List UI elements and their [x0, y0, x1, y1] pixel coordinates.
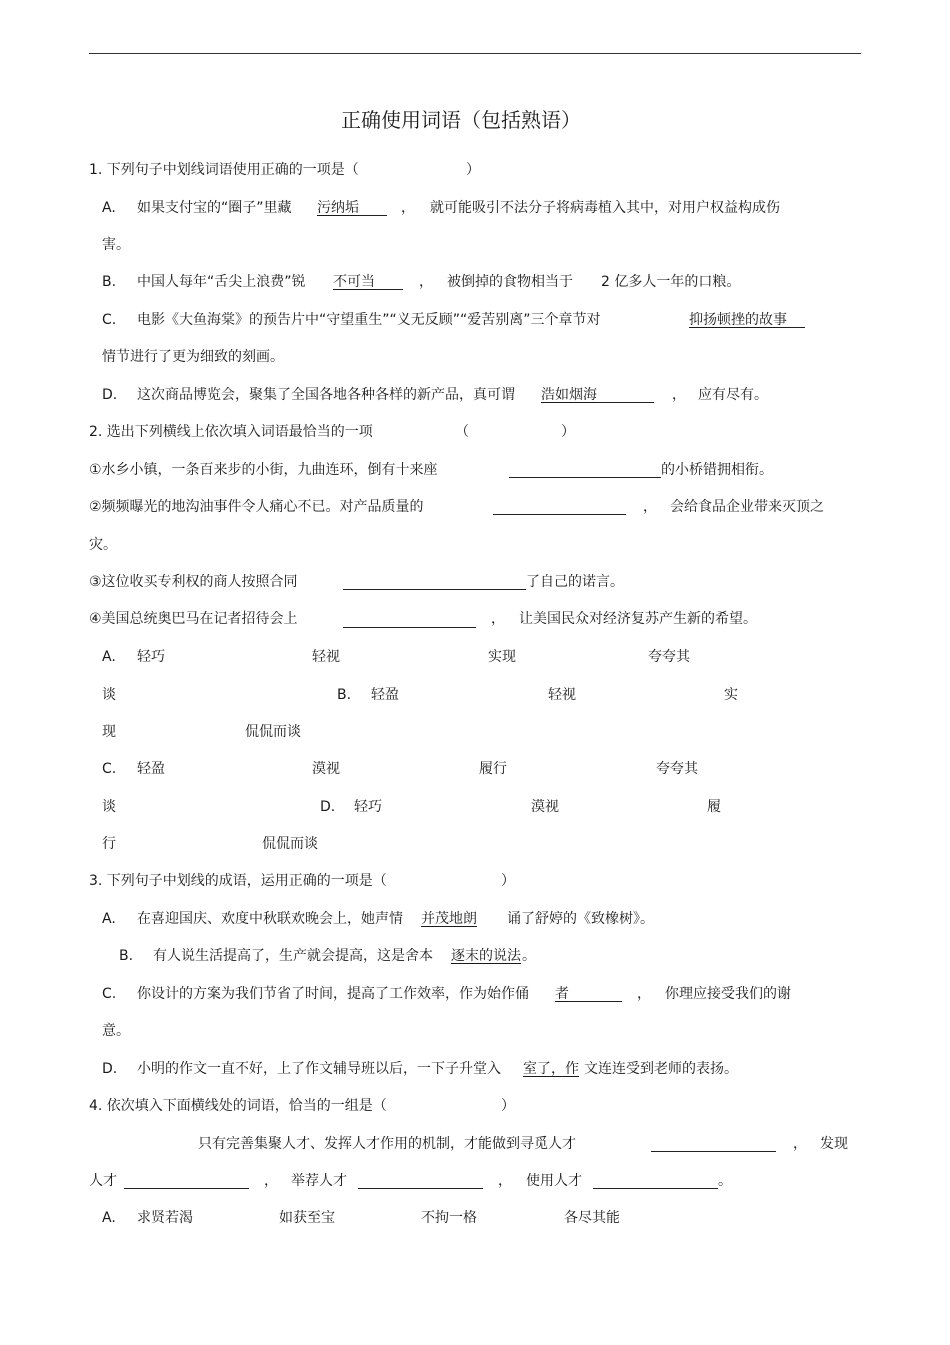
q1-option-b-comma: ， [419, 274, 433, 290]
q2-blank-2 [493, 514, 626, 515]
q4-comma-2: ， [264, 1173, 278, 1189]
q4-stem: 4. 依次填入下面横线处的词语，恰当的一组是（ [89, 1098, 387, 1114]
q4-passage-end: 。 [718, 1173, 732, 1189]
page-title: 正确使用词语（包括熟语） [341, 108, 581, 132]
q4-blank-2 [124, 1188, 249, 1189]
q1-option-d-line [597, 402, 654, 403]
q1-option-c-line [777, 327, 805, 328]
q4-passage-mid-3: 使用人才 [526, 1173, 582, 1189]
q3-option-d-label: D. [102, 1061, 118, 1077]
q1-option-d-underlined: 浩如烟海 [541, 387, 597, 403]
q4-option-a-label: A. [102, 1210, 116, 1226]
q4-option-a-word-3: 不拘一格 [421, 1210, 477, 1226]
q2-option-a-word-1: 轻巧 [137, 649, 165, 665]
q3-option-c-comma: ， [637, 986, 651, 1002]
q4-option-a-word-2: 如获至宝 [279, 1210, 335, 1226]
q3-option-a-underlined: 并茂地朗 [421, 911, 477, 927]
q4-blank-4 [593, 1188, 718, 1189]
q2-sentence-4-comma: ， [491, 611, 505, 627]
q2-sentence-2: ②频频曝光的地沟油事件令人痛心不已。对产品质量的 [89, 499, 424, 515]
q2-sentence-2-post: 会给食品企业带来灭顶之 [670, 499, 824, 515]
header-rule [89, 53, 861, 54]
q2-option-c-word-1: 轻盈 [137, 761, 165, 777]
q3-option-a-label: A. [102, 911, 116, 927]
q3-option-d-post: 文连连受到老师的表扬。 [584, 1061, 738, 1077]
q2-option-c-word-3: 履行 [479, 761, 507, 777]
q2-stem: 2. 选出下列横线上依次填入词语最恰当的一项 [89, 424, 373, 440]
q2-sentence-2-comma: ， [643, 499, 657, 515]
q2-option-a-word-3: 实现 [488, 649, 516, 665]
q1-option-b-num: 2 亿多人一年的口粮。 [601, 274, 741, 290]
q2-blank-3 [343, 589, 526, 590]
q2-option-d-word-4: 侃侃而谈 [262, 836, 318, 852]
q3-option-d-text: 小明的作文一直不好，上了作文辅导班以后，一下子升堂入 [137, 1061, 501, 1077]
q2-option-a-word-2: 轻视 [312, 649, 340, 665]
q2-sentence-1-post: 的小桥错拥相衔。 [661, 462, 773, 478]
q4-comma-3: ， [498, 1173, 512, 1189]
q2-paren-close: ） [561, 424, 575, 440]
q2-option-d-word-3-cont: 行 [102, 836, 116, 852]
q2-option-d-word-3: 履 [707, 799, 721, 815]
q4-stem-close: ） [501, 1098, 515, 1114]
q1-option-a-underlined: 污纳垢 [317, 200, 359, 216]
q2-option-d-word-1: 轻巧 [354, 799, 382, 815]
q2-option-b-word-4: 侃侃而谈 [245, 724, 301, 740]
q2-option-c-word-4-cont: 谈 [102, 799, 116, 815]
q2-sentence-3: ③这位收买专利权的商人按照合同 [89, 574, 298, 590]
q2-sentence-4-post: 让美国民众对经济复苏产生新的希望。 [519, 611, 757, 627]
q2-paren-open: （ [455, 424, 469, 440]
q1-option-a-post: 就可能吸引不法分子将病毒植入其中，对用户权益构成伤 [430, 200, 780, 216]
q3-option-c-label: C. [102, 986, 117, 1002]
q1-option-a-line [359, 215, 387, 216]
q2-sentence-2-cont: 灾。 [89, 537, 117, 553]
q2-option-d-word-2: 漠视 [531, 799, 559, 815]
q1-option-c-text: 电影《大鱼海棠》的预告片中“守望重生”“义无反顾”“爱苦别离”三个章节对 [137, 312, 601, 328]
q3-stem: 3. 下列句子中划线的成语，运用正确的一项是（ [89, 873, 387, 889]
q3-option-c-line [569, 1001, 622, 1002]
q2-sentence-3-post: 了自己的诺言。 [526, 574, 624, 590]
q1-option-b-text: 中国人每年“舌尖上浪费”锐 [137, 274, 306, 290]
q4-passage-mid-1: 发现 [820, 1136, 848, 1152]
q3-option-d-underlined: 室了，作 [523, 1061, 579, 1077]
q3-option-b-post: 。 [522, 948, 536, 964]
q2-option-a-word-4: 夸夸其 [648, 649, 690, 665]
q2-option-b-word-3-cont: 现 [102, 724, 116, 740]
q1-option-b-post: 被倒掉的食物相当于 [447, 274, 573, 290]
q2-option-c-word-4: 夸夸其 [656, 761, 698, 777]
q1-stem: 1. 下列句子中划线词语使用正确的一项是（ [89, 162, 359, 178]
q1-option-c-underlined: 抑扬顿挫的故事 [689, 312, 787, 328]
q3-option-c-cont: 意。 [102, 1023, 130, 1039]
q1-option-d-comma: ， [672, 387, 686, 403]
q3-option-c-text: 你设计的方案为我们节省了时间，提高了工作效率，作为始作俑 [137, 986, 529, 1002]
q2-option-c-label: C. [102, 761, 117, 777]
q1-option-c-cont: 情节进行了更为细致的刻画。 [102, 349, 284, 365]
q1-stem-close: ） [466, 162, 480, 178]
q1-option-d-label: D. [102, 387, 118, 403]
q1-option-a-cont: 害。 [102, 237, 130, 253]
q4-option-a-word-4: 各尽其能 [564, 1210, 620, 1226]
q4-passage: 只有完善集聚人才、发挥人才作用的机制，才能做到寻觅人才 [198, 1136, 576, 1152]
q4-comma-1: ， [793, 1136, 807, 1152]
q2-option-b-word-1: 轻盈 [371, 687, 399, 703]
q1-option-a-comma: ， [401, 200, 415, 216]
q3-stem-close: ） [501, 873, 515, 889]
q1-option-b-underlined: 不可当 [333, 274, 375, 290]
q2-option-a-label: A. [102, 649, 116, 665]
q2-option-b-word-2: 轻视 [548, 687, 576, 703]
q1-option-d-text: 这次商品博览会，聚集了全国各地各种各样的新产品，真可谓 [137, 387, 515, 403]
q2-option-b-word-3: 实 [724, 687, 738, 703]
q2-option-b-label: B. [337, 687, 352, 703]
q1-option-c-label: C. [102, 312, 117, 328]
q1-option-a-label: A. [102, 200, 116, 216]
q1-option-b-line [375, 289, 403, 290]
q4-option-a-word-1: 求贤若渴 [137, 1210, 193, 1226]
q1-option-d-post: 应有尽有。 [698, 387, 768, 403]
q2-option-d-label: D. [320, 799, 336, 815]
q4-passage-mid-2: 举荐人才 [291, 1173, 347, 1189]
q3-option-a-text: 在喜迎国庆、欢度中秋联欢晚会上，她声情 [137, 911, 403, 927]
q3-option-a-post: 诵了舒婷的《致橡树》。 [507, 911, 654, 927]
q4-blank-1 [651, 1151, 776, 1152]
q2-blank-1 [509, 477, 661, 478]
q3-option-b-label: B. [119, 948, 134, 964]
q3-option-b-text: 有人说生活提高了，生产就会提高，这是舍本 [153, 948, 433, 964]
q2-sentence-1: ①水乡小镇，一条百来步的小街，九曲连环，倒有十来座 [89, 462, 438, 478]
q3-option-b-underlined: 逐末的说法 [451, 948, 521, 964]
q2-sentence-4: ④美国总统奥巴马在记者招待会上 [89, 611, 298, 627]
q2-blank-4 [343, 627, 476, 628]
q2-option-c-word-2: 漠视 [312, 761, 340, 777]
q4-blank-3 [358, 1188, 483, 1189]
q3-option-c-post: 你理应接受我们的谢 [665, 986, 791, 1002]
q4-passage-cont: 人才 [89, 1173, 117, 1189]
q2-option-a-word-4-cont: 谈 [102, 687, 116, 703]
q1-option-a-text: 如果支付宝的“圈子”里藏 [137, 200, 292, 216]
q3-option-c-underlined: 者 [555, 986, 569, 1002]
q1-option-b-label: B. [102, 274, 117, 290]
